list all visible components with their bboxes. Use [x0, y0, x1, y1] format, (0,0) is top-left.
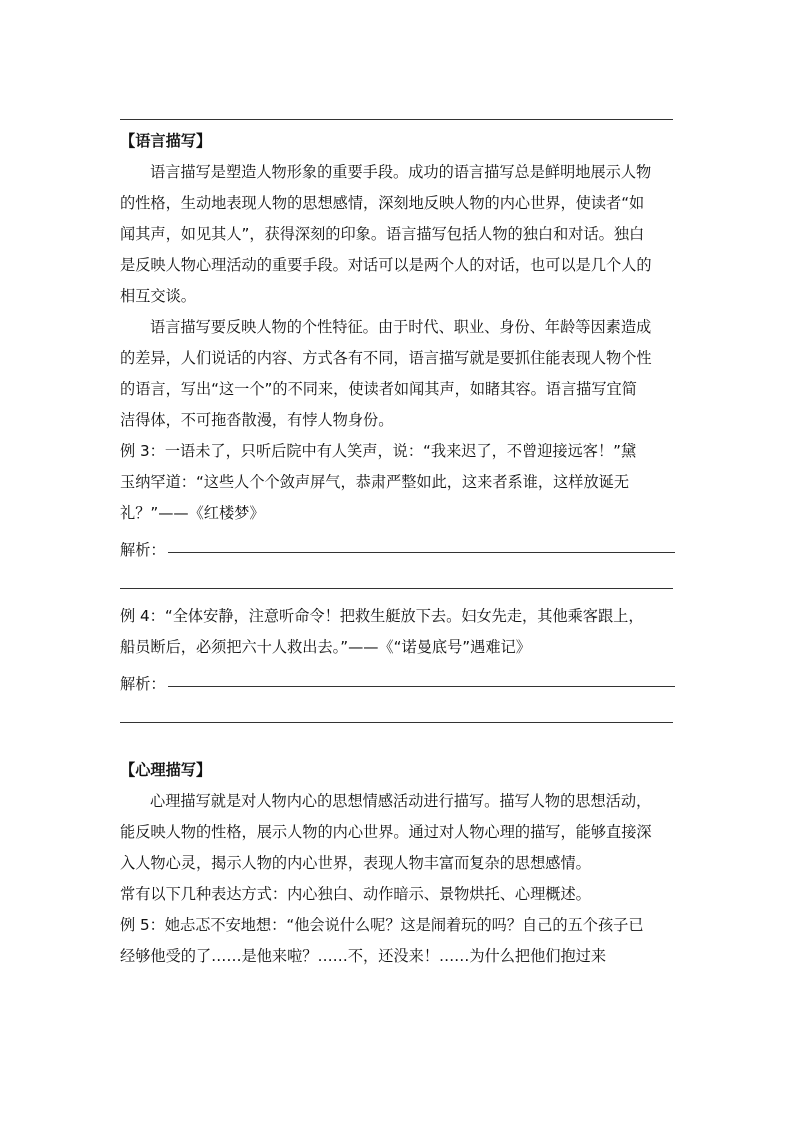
text-line: 船员断后，必须把六十人救出去。”——《“诺曼底号”遇难记》 — [120, 638, 531, 656]
section-heading-psychology: 【心理描写】 — [120, 761, 212, 779]
text-line: 的差异，人们说话的内容、方式各有不同，语言描写就是要抓住能表现人物个性 — [120, 349, 652, 367]
page-content — [120, 126, 675, 972]
text-line: 心理描写就是对人物内心的思想情感活动进行描写。描写人物的思想活动， — [150, 792, 652, 810]
text-line: 是反映人物心理活动的重要手段。对话可以是两个人的对话，也可以是几个人的 — [120, 256, 652, 274]
header-rule — [120, 119, 673, 120]
text-line: 例 3：一语未了，只听后院中有人笑声，说：“我来迟了，不曾迎接远客！”黛 — [120, 442, 637, 460]
text-line: 例 5：她忐忑不安地想：“他会说什么呢？这是闹着玩的吗？自己的五个孩子已 — [120, 916, 644, 934]
answer-field-3[interactable] — [120, 529, 675, 560]
paragraph-language-features — [120, 312, 675, 436]
answer-label: 解析： — [120, 675, 166, 693]
answer-extra-line[interactable] — [120, 560, 675, 591]
paragraph-language-intro — [120, 157, 675, 312]
answer-blank[interactable] — [168, 552, 675, 553]
text-line: 入人物心灵，揭示人物的内心世界，表现人物丰富而复杂的思想感情。 — [120, 854, 591, 872]
text-line: 相互交谈。 — [120, 287, 196, 305]
text-line: 语言描写要反映人物的个性特征。由于时代、职业、身份、年龄等因素造成 — [150, 318, 652, 336]
text-line: 例 4：“全体安静，注意听命令！把救生艇放下去。妇女先走，其他乘客跟上， — [120, 607, 644, 625]
text-line: 玉纳罕道：“这些人个个敛声屏气，恭肃严整如此，这来者系谁，这样放诞无 — [120, 473, 630, 491]
example-5 — [120, 910, 675, 972]
text-line: 语言描写是塑造人物形象的重要手段。成功的语言描写总是鲜明地展示人物 — [150, 163, 652, 181]
text-line: 礼？”——《红楼梦》 — [120, 504, 265, 522]
text-line: 闻其声，如见其人”，获得深刻的印象。语言描写包括人物的独白和对话。独白 — [120, 225, 645, 243]
example-3 — [120, 436, 675, 529]
section-heading-language: 【语言描写】 — [120, 132, 212, 150]
text-line: 的语言，写出“这一个”的不同来，使读者如闻其声，如睹其容。语言描写宜简 — [120, 380, 637, 398]
text-line: 经够他受的了……是他来啦？……不，还没来！……为什么把他们抱过来 — [120, 947, 606, 965]
example-4 — [120, 601, 675, 663]
answer-field-4[interactable] — [120, 663, 675, 694]
paragraph-psychology-intro — [120, 786, 675, 879]
answer-label: 解析： — [120, 541, 166, 559]
text-line: 洁得体，不可拖沓散漫，有悖人物身份。 — [120, 411, 394, 429]
text-line: 能反映人物的性格，展示人物的内心世界。通过对人物心理的描写，能够直接深 — [120, 823, 652, 841]
answer-extra-line[interactable] — [120, 694, 675, 725]
text-line: 的性格，生动地表现人物的思想感情，深刻地反映人物的内心世界，使读者“如 — [120, 194, 645, 212]
paragraph-expression-methods: 常有以下几种表达方式：内心独白、动作暗示、景物烘托、心理概述。 — [120, 885, 591, 903]
answer-blank[interactable] — [168, 686, 675, 687]
